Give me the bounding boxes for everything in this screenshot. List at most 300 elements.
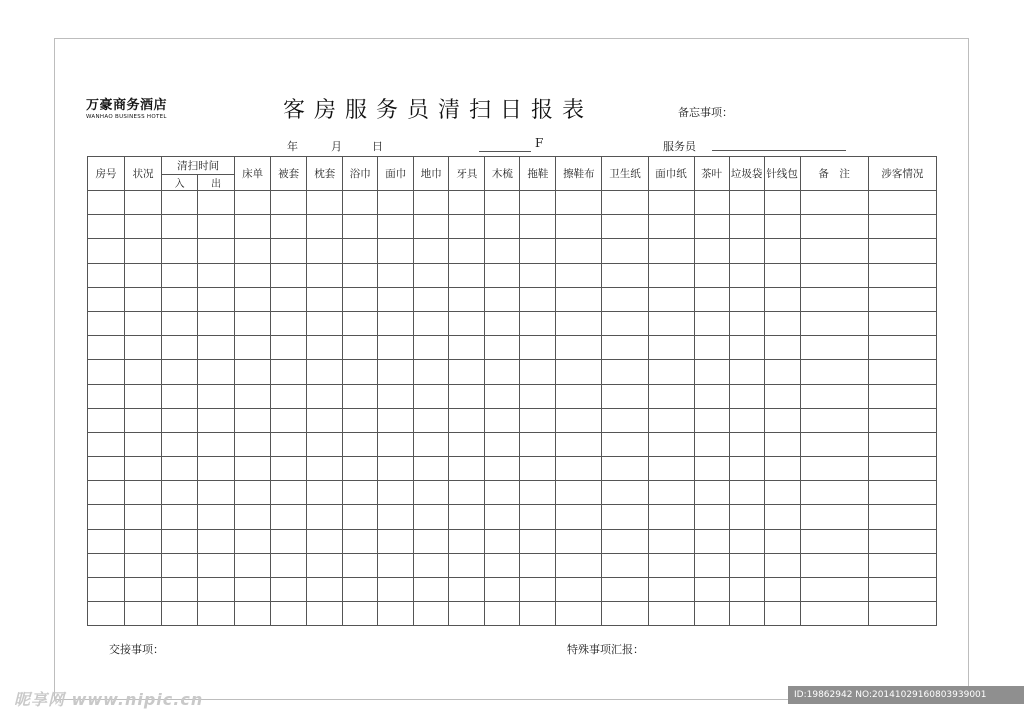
table-cell[interactable] <box>694 191 729 215</box>
table-cell[interactable] <box>125 578 162 602</box>
table-cell[interactable] <box>764 311 800 335</box>
table-cell[interactable] <box>162 287 198 311</box>
table-cell[interactable] <box>602 263 648 287</box>
table-cell[interactable] <box>271 287 307 311</box>
table-cell[interactable] <box>235 505 271 529</box>
table-cell[interactable] <box>694 481 729 505</box>
table-cell[interactable] <box>556 432 602 456</box>
table-cell[interactable] <box>125 287 162 311</box>
table-cell[interactable] <box>449 239 485 263</box>
table-cell[interactable] <box>648 457 694 481</box>
table-cell[interactable] <box>602 602 648 626</box>
table-cell[interactable] <box>800 505 868 529</box>
table-cell[interactable] <box>125 505 162 529</box>
table-cell[interactable] <box>648 432 694 456</box>
table-cell[interactable] <box>378 529 414 553</box>
table-cell[interactable] <box>449 263 485 287</box>
table-cell[interactable] <box>520 553 556 577</box>
table-cell[interactable] <box>648 481 694 505</box>
table-cell[interactable] <box>414 191 449 215</box>
table-cell[interactable] <box>307 336 343 360</box>
table-cell[interactable] <box>307 287 343 311</box>
table-cell[interactable] <box>88 529 125 553</box>
table-cell[interactable] <box>162 529 198 553</box>
table-cell[interactable] <box>648 553 694 577</box>
table-cell[interactable] <box>602 432 648 456</box>
table-cell[interactable] <box>868 191 936 215</box>
table-cell[interactable] <box>648 263 694 287</box>
table-cell[interactable] <box>556 287 602 311</box>
table-cell[interactable] <box>556 553 602 577</box>
table-cell[interactable] <box>485 505 520 529</box>
table-cell[interactable] <box>414 457 449 481</box>
table-cell[interactable] <box>449 384 485 408</box>
table-cell[interactable] <box>449 578 485 602</box>
table-cell[interactable] <box>162 311 198 335</box>
table-cell[interactable] <box>800 457 868 481</box>
table-cell[interactable] <box>449 408 485 432</box>
table-cell[interactable] <box>602 311 648 335</box>
table-cell[interactable] <box>235 239 271 263</box>
table-cell[interactable] <box>125 432 162 456</box>
table-cell[interactable] <box>764 529 800 553</box>
table-cell[interactable] <box>235 529 271 553</box>
table-cell[interactable] <box>520 287 556 311</box>
table-cell[interactable] <box>556 578 602 602</box>
table-cell[interactable] <box>868 529 936 553</box>
table-cell[interactable] <box>648 578 694 602</box>
table-cell[interactable] <box>271 505 307 529</box>
table-cell[interactable] <box>648 336 694 360</box>
table-cell[interactable] <box>271 432 307 456</box>
table-cell[interactable] <box>764 505 800 529</box>
table-cell[interactable] <box>800 263 868 287</box>
table-cell[interactable] <box>88 578 125 602</box>
table-cell[interactable] <box>729 529 764 553</box>
table-cell[interactable] <box>162 432 198 456</box>
table-cell[interactable] <box>307 384 343 408</box>
table-cell[interactable] <box>378 263 414 287</box>
table-cell[interactable] <box>378 239 414 263</box>
table-cell[interactable] <box>414 263 449 287</box>
table-cell[interactable] <box>88 311 125 335</box>
table-cell[interactable] <box>868 457 936 481</box>
table-cell[interactable] <box>198 457 235 481</box>
table-cell[interactable] <box>449 457 485 481</box>
table-cell[interactable] <box>88 505 125 529</box>
table-cell[interactable] <box>125 408 162 432</box>
table-cell[interactable] <box>520 215 556 239</box>
floor-blank-line[interactable] <box>479 151 531 152</box>
table-cell[interactable] <box>343 360 378 384</box>
table-cell[interactable] <box>800 578 868 602</box>
table-cell[interactable] <box>764 336 800 360</box>
table-cell[interactable] <box>694 239 729 263</box>
table-cell[interactable] <box>485 311 520 335</box>
table-cell[interactable] <box>485 191 520 215</box>
table-cell[interactable] <box>602 457 648 481</box>
table-cell[interactable] <box>235 553 271 577</box>
table-cell[interactable] <box>414 408 449 432</box>
table-cell[interactable] <box>800 481 868 505</box>
table-cell[interactable] <box>764 287 800 311</box>
table-cell[interactable] <box>556 481 602 505</box>
table-cell[interactable] <box>520 239 556 263</box>
table-cell[interactable] <box>162 457 198 481</box>
table-cell[interactable] <box>271 384 307 408</box>
table-cell[interactable] <box>343 239 378 263</box>
table-cell[interactable] <box>648 360 694 384</box>
table-cell[interactable] <box>378 602 414 626</box>
table-cell[interactable] <box>648 408 694 432</box>
table-cell[interactable] <box>449 529 485 553</box>
table-cell[interactable] <box>378 311 414 335</box>
table-cell[interactable] <box>602 481 648 505</box>
table-cell[interactable] <box>694 336 729 360</box>
table-cell[interactable] <box>602 553 648 577</box>
table-cell[interactable] <box>449 287 485 311</box>
table-cell[interactable] <box>648 505 694 529</box>
table-cell[interactable] <box>414 239 449 263</box>
table-cell[interactable] <box>162 263 198 287</box>
table-cell[interactable] <box>235 360 271 384</box>
table-cell[interactable] <box>162 602 198 626</box>
table-cell[interactable] <box>125 215 162 239</box>
table-cell[interactable] <box>520 408 556 432</box>
table-cell[interactable] <box>343 505 378 529</box>
table-cell[interactable] <box>271 457 307 481</box>
table-cell[interactable] <box>694 457 729 481</box>
table-cell[interactable] <box>307 602 343 626</box>
table-cell[interactable] <box>868 505 936 529</box>
table-cell[interactable] <box>648 384 694 408</box>
table-cell[interactable] <box>800 239 868 263</box>
table-cell[interactable] <box>648 602 694 626</box>
table-cell[interactable] <box>162 215 198 239</box>
table-cell[interactable] <box>729 505 764 529</box>
table-cell[interactable] <box>800 529 868 553</box>
table-cell[interactable] <box>485 602 520 626</box>
table-cell[interactable] <box>235 384 271 408</box>
table-cell[interactable] <box>602 578 648 602</box>
table-cell[interactable] <box>88 263 125 287</box>
table-cell[interactable] <box>602 384 648 408</box>
table-cell[interactable] <box>648 311 694 335</box>
table-cell[interactable] <box>800 553 868 577</box>
table-cell[interactable] <box>235 336 271 360</box>
table-cell[interactable] <box>343 481 378 505</box>
table-cell[interactable] <box>198 384 235 408</box>
table-cell[interactable] <box>125 311 162 335</box>
table-cell[interactable] <box>729 553 764 577</box>
table-cell[interactable] <box>198 578 235 602</box>
table-cell[interactable] <box>414 360 449 384</box>
table-cell[interactable] <box>694 505 729 529</box>
table-cell[interactable] <box>125 191 162 215</box>
table-cell[interactable] <box>449 215 485 239</box>
table-cell[interactable] <box>307 457 343 481</box>
table-cell[interactable] <box>271 602 307 626</box>
table-cell[interactable] <box>485 384 520 408</box>
table-cell[interactable] <box>485 481 520 505</box>
table-cell[interactable] <box>485 529 520 553</box>
table-cell[interactable] <box>414 311 449 335</box>
table-cell[interactable] <box>764 432 800 456</box>
table-cell[interactable] <box>378 287 414 311</box>
table-cell[interactable] <box>88 191 125 215</box>
table-cell[interactable] <box>307 481 343 505</box>
table-cell[interactable] <box>556 360 602 384</box>
table-cell[interactable] <box>602 239 648 263</box>
table-cell[interactable] <box>868 215 936 239</box>
table-cell[interactable] <box>343 215 378 239</box>
table-cell[interactable] <box>800 215 868 239</box>
table-cell[interactable] <box>235 215 271 239</box>
table-cell[interactable] <box>198 263 235 287</box>
table-cell[interactable] <box>449 553 485 577</box>
table-cell[interactable] <box>378 578 414 602</box>
table-cell[interactable] <box>729 578 764 602</box>
table-cell[interactable] <box>307 505 343 529</box>
table-cell[interactable] <box>162 191 198 215</box>
table-cell[interactable] <box>88 481 125 505</box>
table-cell[interactable] <box>378 432 414 456</box>
table-cell[interactable] <box>800 360 868 384</box>
table-cell[interactable] <box>378 336 414 360</box>
table-cell[interactable] <box>343 529 378 553</box>
table-cell[interactable] <box>198 481 235 505</box>
table-cell[interactable] <box>88 553 125 577</box>
table-cell[interactable] <box>764 408 800 432</box>
table-cell[interactable] <box>162 239 198 263</box>
table-cell[interactable] <box>414 481 449 505</box>
table-cell[interactable] <box>485 263 520 287</box>
table-cell[interactable] <box>556 529 602 553</box>
table-cell[interactable] <box>88 287 125 311</box>
table-cell[interactable] <box>764 578 800 602</box>
table-cell[interactable] <box>162 578 198 602</box>
table-cell[interactable] <box>162 553 198 577</box>
table-cell[interactable] <box>694 287 729 311</box>
table-cell[interactable] <box>162 360 198 384</box>
table-cell[interactable] <box>414 287 449 311</box>
table-cell[interactable] <box>307 432 343 456</box>
table-cell[interactable] <box>307 311 343 335</box>
table-cell[interactable] <box>694 529 729 553</box>
table-cell[interactable] <box>648 529 694 553</box>
table-cell[interactable] <box>343 384 378 408</box>
table-cell[interactable] <box>449 360 485 384</box>
table-cell[interactable] <box>378 408 414 432</box>
table-cell[interactable] <box>125 336 162 360</box>
table-cell[interactable] <box>868 336 936 360</box>
table-cell[interactable] <box>88 215 125 239</box>
table-cell[interactable] <box>648 191 694 215</box>
table-cell[interactable] <box>414 578 449 602</box>
table-cell[interactable] <box>88 457 125 481</box>
table-cell[interactable] <box>648 239 694 263</box>
table-cell[interactable] <box>520 336 556 360</box>
table-cell[interactable] <box>271 239 307 263</box>
table-cell[interactable] <box>602 191 648 215</box>
table-cell[interactable] <box>800 432 868 456</box>
table-cell[interactable] <box>556 215 602 239</box>
table-cell[interactable] <box>378 191 414 215</box>
table-cell[interactable] <box>520 311 556 335</box>
table-cell[interactable] <box>800 602 868 626</box>
table-cell[interactable] <box>125 553 162 577</box>
table-cell[interactable] <box>378 384 414 408</box>
table-cell[interactable] <box>729 311 764 335</box>
table-cell[interactable] <box>520 457 556 481</box>
table-cell[interactable] <box>414 529 449 553</box>
table-cell[interactable] <box>198 432 235 456</box>
table-cell[interactable] <box>125 384 162 408</box>
table-cell[interactable] <box>556 191 602 215</box>
table-cell[interactable] <box>414 215 449 239</box>
table-cell[interactable] <box>556 505 602 529</box>
table-cell[interactable] <box>520 360 556 384</box>
table-cell[interactable] <box>868 432 936 456</box>
table-cell[interactable] <box>764 457 800 481</box>
table-cell[interactable] <box>485 432 520 456</box>
table-cell[interactable] <box>271 578 307 602</box>
table-cell[interactable] <box>485 578 520 602</box>
table-cell[interactable] <box>198 529 235 553</box>
table-cell[interactable] <box>235 408 271 432</box>
table-cell[interactable] <box>764 384 800 408</box>
table-cell[interactable] <box>694 215 729 239</box>
table-cell[interactable] <box>125 481 162 505</box>
table-cell[interactable] <box>414 432 449 456</box>
table-cell[interactable] <box>307 578 343 602</box>
table-cell[interactable] <box>729 287 764 311</box>
table-cell[interactable] <box>764 602 800 626</box>
table-cell[interactable] <box>162 408 198 432</box>
table-cell[interactable] <box>235 263 271 287</box>
table-cell[interactable] <box>729 336 764 360</box>
table-cell[interactable] <box>764 553 800 577</box>
table-cell[interactable] <box>868 602 936 626</box>
table-cell[interactable] <box>198 215 235 239</box>
table-cell[interactable] <box>414 505 449 529</box>
table-cell[interactable] <box>271 360 307 384</box>
table-cell[interactable] <box>235 602 271 626</box>
table-cell[interactable] <box>800 384 868 408</box>
table-cell[interactable] <box>868 553 936 577</box>
table-cell[interactable] <box>235 191 271 215</box>
table-cell[interactable] <box>556 336 602 360</box>
table-cell[interactable] <box>449 602 485 626</box>
table-cell[interactable] <box>125 263 162 287</box>
table-cell[interactable] <box>868 239 936 263</box>
table-cell[interactable] <box>602 360 648 384</box>
table-cell[interactable] <box>88 336 125 360</box>
table-cell[interactable] <box>343 336 378 360</box>
table-cell[interactable] <box>602 408 648 432</box>
table-cell[interactable] <box>88 384 125 408</box>
table-cell[interactable] <box>343 602 378 626</box>
table-cell[interactable] <box>235 432 271 456</box>
table-cell[interactable] <box>271 311 307 335</box>
table-cell[interactable] <box>485 287 520 311</box>
table-cell[interactable] <box>271 481 307 505</box>
table-cell[interactable] <box>729 215 764 239</box>
table-cell[interactable] <box>520 505 556 529</box>
table-cell[interactable] <box>800 408 868 432</box>
table-cell[interactable] <box>556 263 602 287</box>
table-cell[interactable] <box>88 432 125 456</box>
table-cell[interactable] <box>868 384 936 408</box>
table-cell[interactable] <box>307 191 343 215</box>
table-cell[interactable] <box>485 553 520 577</box>
table-cell[interactable] <box>729 263 764 287</box>
table-cell[interactable] <box>198 408 235 432</box>
table-cell[interactable] <box>485 215 520 239</box>
table-cell[interactable] <box>343 311 378 335</box>
table-cell[interactable] <box>729 457 764 481</box>
table-cell[interactable] <box>764 481 800 505</box>
table-cell[interactable] <box>764 215 800 239</box>
table-cell[interactable] <box>125 529 162 553</box>
table-cell[interactable] <box>378 505 414 529</box>
table-cell[interactable] <box>602 287 648 311</box>
table-cell[interactable] <box>694 360 729 384</box>
table-cell[interactable] <box>556 602 602 626</box>
table-cell[interactable] <box>198 287 235 311</box>
table-cell[interactable] <box>198 239 235 263</box>
table-cell[interactable] <box>271 529 307 553</box>
table-cell[interactable] <box>343 432 378 456</box>
table-cell[interactable] <box>868 578 936 602</box>
table-cell[interactable] <box>378 553 414 577</box>
table-cell[interactable] <box>556 457 602 481</box>
table-cell[interactable] <box>414 602 449 626</box>
table-cell[interactable] <box>868 408 936 432</box>
table-cell[interactable] <box>520 602 556 626</box>
table-cell[interactable] <box>764 239 800 263</box>
table-cell[interactable] <box>729 360 764 384</box>
table-cell[interactable] <box>602 505 648 529</box>
table-cell[interactable] <box>485 408 520 432</box>
table-cell[interactable] <box>235 311 271 335</box>
table-cell[interactable] <box>764 263 800 287</box>
table-cell[interactable] <box>414 553 449 577</box>
table-cell[interactable] <box>868 311 936 335</box>
table-cell[interactable] <box>125 239 162 263</box>
table-cell[interactable] <box>343 287 378 311</box>
table-cell[interactable] <box>162 505 198 529</box>
table-cell[interactable] <box>449 432 485 456</box>
table-cell[interactable] <box>307 239 343 263</box>
table-cell[interactable] <box>125 457 162 481</box>
table-cell[interactable] <box>88 408 125 432</box>
table-cell[interactable] <box>271 215 307 239</box>
table-cell[interactable] <box>125 602 162 626</box>
table-cell[interactable] <box>729 432 764 456</box>
table-cell[interactable] <box>868 287 936 311</box>
table-cell[interactable] <box>520 481 556 505</box>
table-cell[interactable] <box>729 481 764 505</box>
table-cell[interactable] <box>556 408 602 432</box>
table-cell[interactable] <box>868 481 936 505</box>
table-cell[interactable] <box>648 287 694 311</box>
table-cell[interactable] <box>764 191 800 215</box>
table-cell[interactable] <box>729 239 764 263</box>
table-cell[interactable] <box>800 287 868 311</box>
table-cell[interactable] <box>378 360 414 384</box>
table-cell[interactable] <box>694 408 729 432</box>
